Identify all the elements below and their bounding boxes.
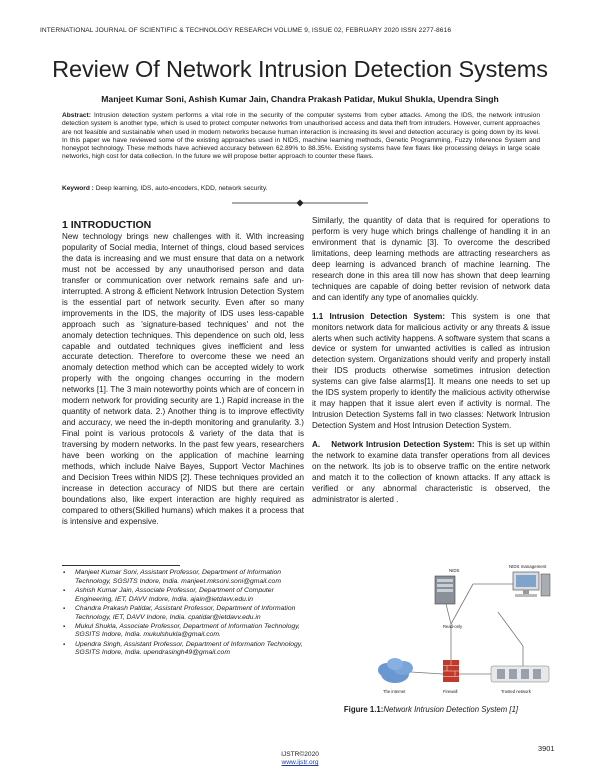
nids-paragraph: [312, 440, 550, 506]
label-read-only: Read-only: [443, 624, 463, 629]
keywords: [62, 185, 540, 192]
journal-header: INTERNATIONAL JOURNAL OF SCIENTIFIC & TECHNOLOGY RESEARCH VOLUME 9, ISSUE 02, FEBRUARY 2020 ISSN 2277-8616: [40, 27, 452, 34]
left-column: [62, 219, 304, 528]
caption-text: Network Intrusion Detection System [1]: [383, 705, 519, 714]
firewall-icon: [443, 660, 459, 682]
page-number: 3901: [538, 744, 555, 753]
ids-paragraph: [312, 312, 550, 432]
label-firewall: Firewall: [443, 689, 458, 694]
footnote-item: ▪ Ashish Kumar Jain, Associate Professor, Department of Computer Engineering, IET, DAVV Indore, India. ajain@ietdavv.edu.in: [69, 587, 312, 605]
footnote-separator: [62, 565, 180, 566]
ids-paragraph-text: This system is one that monitors network data for malicious activity or any threats & issue alerts when such activity happens. A software system that scans a device or system for unwanted activities is called as intrusion detection system. Organizations should verify and properly install their IDS products otherwise sometimes intrusion detection systems can give false alarms[1]. It means one needs to set up the IDS system properly to identify the malicious activity otherwise it may happen that it issue alert even if activity is normal. The Intrusion Detection Systems fall in two classes: Network Intrusion Detection System and Host Intrusion Detection System.: [312, 311, 550, 431]
subsection-heading-ids: 1.1 Intrusion Detection System:: [312, 311, 446, 321]
footer-link[interactable]: www.ijstr.org: [281, 759, 319, 766]
footnote-item: ▪ Mukul Shukla, Associate Professor, Department of Information Technology, SGSITS Indore, India. mukulshukla@gmail.com.: [69, 623, 312, 641]
author-footnotes: [62, 569, 312, 658]
footnote-item: ▪ Chandra Prakash Patidar, Assistant Professor, Department of Information Technology, IET, DAVV Indore, India. cpatidar@ietdavv.edu.in: [69, 605, 312, 623]
intro-paragraph-2: Similarly, the quantity of data that is required for operations to perform is very huge which brings challenge of handling it in an environment that is dynamic [3]. To overcome the described limitations, deep learning methods are attracting researchers as deep learning is advanced branch of machine learning. The research done in this area till now has shown that deep learning techniques are capable of doing better revision of network data and can identify any type of anomalies quickly.: [312, 216, 550, 302]
diamond-ornament-icon: [297, 200, 304, 207]
right-column: [312, 216, 550, 506]
keywords-text: Deep learning, IDS, auto-encoders, KDD, network security.: [95, 185, 268, 192]
abstract-text: Intrusion detection system performs a vital role in the security of the computer systems from cyber attacks. Among the IDS, the network intrusion detection system is another type, which is used to protect computer networks from unauthorised access and data theft from intruders. However, current approaches are not feasible and sustainable when used in modern networks because human interaction is increasing its level and detection accuracy is going down by its level. In this paper we have reviewed some of the existing approaches used in NIDS, machine learning methods, Genetic Programming, Fuzzy Inference System and honeypot technology. These methods have achieved accuracy between 62.89% to 88.35%. Existing systems have few flaws like processing delays in large scale networks, high cost for data collection. In the future we will propose better approach to counter these flaws.: [62, 112, 540, 161]
nids-diagram: [373, 562, 569, 702]
footnote-item: ▪ Upendra Singh, Assistant Professor, Department of Information Technology, SGSITS Indore, India. upendrasingh49@gmail.com: [69, 641, 312, 659]
keywords-label: Keyword :: [62, 185, 94, 192]
footnote-item: ▪ Manjeet Kumar Soni, Assistant Professor, Department of Information Technology, SGSITS Indore, India. manjeet.mksoni.soni@gmail.com: [69, 569, 312, 587]
label-internet: The internet: [383, 689, 406, 694]
footer-copyright: IJSTR©2020: [281, 751, 319, 758]
abstract: [62, 112, 540, 162]
nids-paragraph-text: This is set up within the network to examine data transfer operations from all devices on the network. Its job is to observe traffic on the entire network and match it to the collection of known attacks. If any attack is verified or any abnormal characteristic is observed, the administrator is alerted .: [312, 440, 551, 504]
caption-label: Figure 1.1:: [343, 705, 384, 714]
section-heading-introduction: 1 INTRODUCTION: [62, 219, 152, 231]
nids-server-icon: [435, 576, 455, 604]
nids-marker: A.: [312, 440, 321, 450]
subsection-heading-nids: Network Intrusion Detection System:: [331, 440, 475, 450]
intro-paragraph-1: New technology brings new challenges with it. With increasing popularity of Social media, Internet of things, cloud based services the data is increasing and we must ensure that data on a network must not be accessed by any unauthorised person and data transfer or communication over network remains safe and un-interrupted. A strong & efficient Network Intrusion Detection System is the essential part of network security. Even after so many improvements in the IDS, the majority of IDS uses less-capable approach such as 'signature-based techniques' and not the anomaly detection techniques. This dependence on such old, less capable and outdated techniques gives inefficient and less accurate detection. Therefore to overcome these we need an anomaly detection method which can be accepted widely to work properly with the ongoing changes occurring in the modern networks [1]. The 3 main noteworthy points which are of concern in modern network for providing security are 1.) Rapid increase in the quantity of network data. 2.) Another thing is to improve effectivity and accuracy, we need the in-depth monitoring and granularity. 3.) Final point is various protocols & variety of the data that is traversing by modern networks. In the past few years, researchers have been working on the application of machine learning methods, which include Naive Bayes, Support Vector Machines and Decision Trees within NIDS [2]. These techniques provided an increase in detection accuracy of NIDS but there are certain boundations also, like expert interaction are highly required as compared to others(Skilled humans) which makes it a process that is intensive and expensive.: [62, 232, 304, 526]
section-divider: [232, 198, 368, 208]
author-list: Manjeet Kumar Soni, Ashish Kumar Jain, Chandra Prakash Patidar, Mukul Shukla, Upendra Singh: [101, 94, 499, 104]
label-trusted-network: Trusted network: [501, 689, 531, 694]
abstract-label: Abstract:: [62, 112, 91, 119]
trusted-network-icon: [491, 666, 549, 682]
label-nids-management: NIDS management: [509, 564, 547, 569]
page-title: Review Of Network Intrusion Detection Systems: [52, 56, 548, 82]
label-nids: NIDS: [449, 568, 460, 573]
figure-caption: [312, 705, 550, 714]
